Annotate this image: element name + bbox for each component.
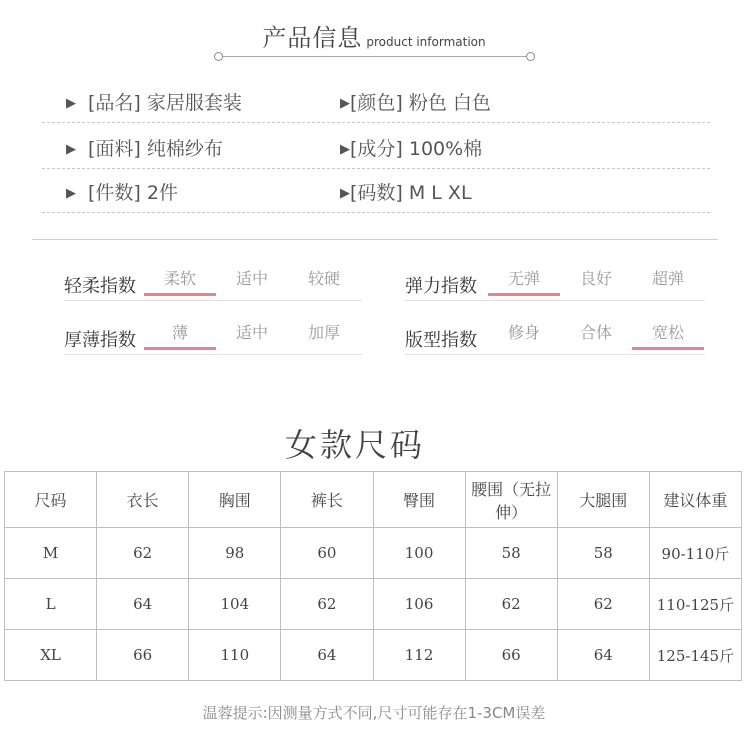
header-cell: 建议体重 (649, 472, 741, 528)
table-cell: 58 (557, 528, 649, 579)
index-option: 薄 (144, 320, 216, 350)
table-cell: 100 (373, 528, 465, 579)
table-cell: 110 (189, 630, 281, 681)
index-label: 轻柔指数 (64, 276, 136, 297)
table-cell: 62 (465, 579, 557, 630)
divider-dot-right (526, 52, 535, 61)
measurement-note: 温蓉提示:因测量方式不同,尺寸可能存在1-3CM误差 (202, 704, 546, 722)
size-table (4, 471, 742, 681)
table-cell: 64 (97, 579, 189, 630)
page-title: 产品信息 (262, 24, 363, 52)
triangle-icon: ▶ (340, 142, 350, 157)
table-cell: 66 (97, 630, 189, 681)
triangle-icon: ▶ (340, 96, 350, 111)
section-divider (32, 239, 718, 240)
table-cell: M (5, 528, 97, 579)
table-cell: 60 (281, 528, 373, 579)
table-cell: 106 (373, 579, 465, 630)
index-thickness (64, 318, 362, 355)
table-cell: 98 (189, 528, 281, 579)
table-cell: 62 (557, 579, 649, 630)
header-cell: 尺码 (5, 472, 97, 528)
index-label: 版型指数 (405, 330, 477, 351)
table-row (5, 528, 742, 579)
index-option: 较硬 (307, 269, 340, 288)
table-row (5, 579, 742, 630)
index-option: 加厚 (307, 323, 340, 342)
info-item: ▶ [件数] 2件 (66, 182, 178, 204)
info-row (42, 166, 710, 213)
triangle-icon: ▶ (66, 186, 76, 201)
table-cell: 64 (281, 630, 373, 681)
table-cell: 104 (189, 579, 281, 630)
index-label: 弹力指数 (405, 276, 477, 297)
size-chart-title: 女款尺码 (284, 426, 425, 464)
title-divider (220, 56, 530, 57)
table-cell: 110-125斤 (649, 579, 741, 630)
table-cell: 112 (373, 630, 465, 681)
page-subtitle: product information (366, 35, 486, 49)
index-softness (64, 264, 362, 301)
index-fit (405, 318, 705, 355)
table-cell: 62 (281, 579, 373, 630)
index-option: 良好 (579, 269, 612, 288)
header-cell: 裤长 (281, 472, 373, 528)
index-label: 厚薄指数 (64, 330, 136, 351)
index-option: 柔软 (144, 266, 216, 296)
header-cell: 大腿围 (557, 472, 649, 528)
table-cell: XL (5, 630, 97, 681)
index-option: 适中 (235, 323, 268, 342)
table-header-row (5, 472, 742, 528)
info-item: ▶[码数] M L XL (340, 182, 472, 204)
index-option: 无弹 (488, 266, 560, 296)
info-item: ▶[颜色] 粉色 白色 (340, 92, 491, 114)
info-item: ▶ [面料] 纯棉纱布 (66, 138, 223, 160)
index-option: 宽松 (632, 320, 704, 350)
header-cell: 衣长 (97, 472, 189, 528)
divider-dot-left (214, 52, 223, 61)
table-cell: 90-110斤 (649, 528, 741, 579)
info-item: ▶[成分] 100%棉 (340, 138, 483, 160)
index-option: 适中 (235, 269, 268, 288)
triangle-icon: ▶ (66, 142, 76, 157)
index-option: 修身 (507, 323, 540, 342)
triangle-icon: ▶ (66, 96, 76, 111)
info-row (42, 76, 710, 123)
header-cell: 胸围 (189, 472, 281, 528)
header-cell: 腰围（无拉伸） (465, 472, 557, 528)
header-cell: 臀围 (373, 472, 465, 528)
index-elasticity (405, 264, 705, 301)
index-option: 超弹 (651, 269, 684, 288)
table-cell: 125-145斤 (649, 630, 741, 681)
table-row (5, 630, 742, 681)
table-cell: 62 (97, 528, 189, 579)
info-row (42, 122, 710, 169)
info-item: ▶ [品名] 家居服套装 (66, 92, 242, 114)
table-cell: 58 (465, 528, 557, 579)
table-cell: 66 (465, 630, 557, 681)
table-cell: 64 (557, 630, 649, 681)
table-cell: L (5, 579, 97, 630)
index-option: 合体 (579, 323, 612, 342)
section-header (0, 18, 748, 53)
triangle-icon: ▶ (340, 186, 350, 201)
